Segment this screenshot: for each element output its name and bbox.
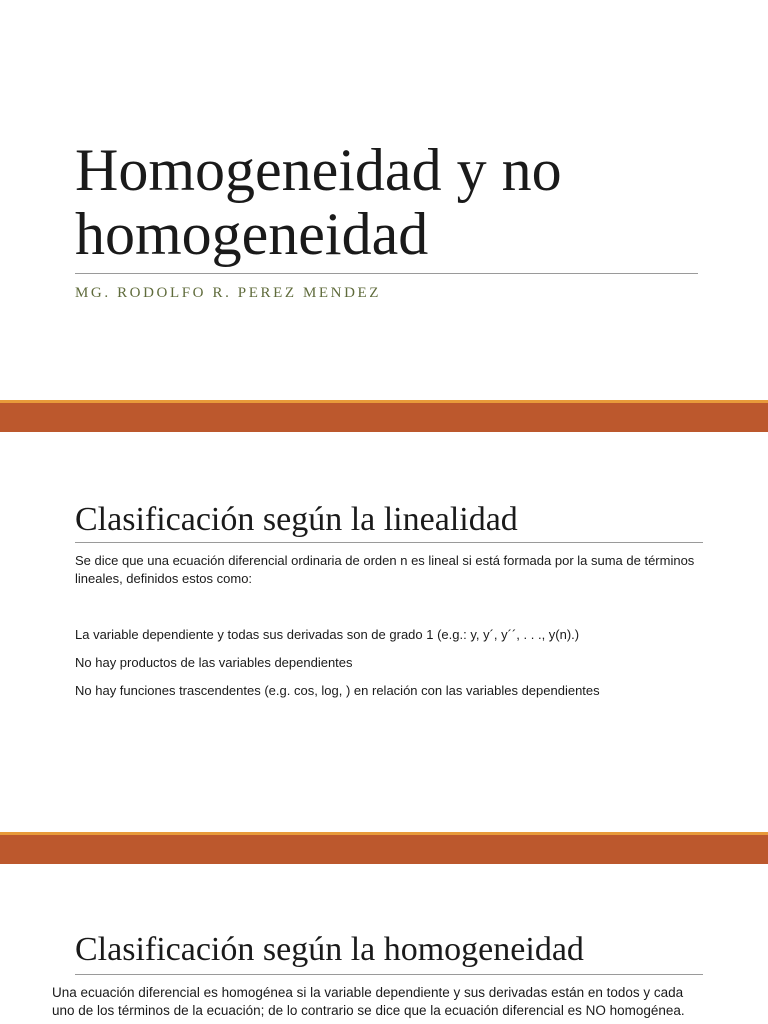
linearity-slide-title: Clasificación según la linealidad bbox=[75, 501, 518, 538]
homogeneity-body-text: Una ecuación diferencial es homogénea si la variable dependiente y sus derivadas están en todos y cada uno de los términos de la ecuación; de lo contrario se dice que la ecuación diferencial es NO homogénea. bbox=[52, 985, 685, 1018]
homogeneity-title-divider-line bbox=[75, 974, 703, 975]
linearity-slide bbox=[0, 432, 768, 832]
list-item: No hay funciones trascendentes (e.g. cos, log, ) en relación con las variables dependientes bbox=[75, 683, 600, 698]
title-divider-line bbox=[75, 273, 698, 274]
linearity-conditions-list bbox=[75, 626, 715, 710]
homogeneity-slide bbox=[0, 864, 768, 1024]
list-item: La variable dependiente y todas sus derivadas son de grado 1 (e.g.: y, y´, y´´, . . ., y(n).) bbox=[75, 627, 580, 642]
list-item: No hay productos de las variables dependientes bbox=[75, 655, 353, 670]
linearity-title-divider-line bbox=[75, 542, 703, 543]
homogeneity-slide-title: Clasificación según la homogeneidad bbox=[75, 931, 584, 968]
presentation-title: Homogeneidad y no homogeneidad bbox=[75, 137, 562, 267]
slide-separator-band bbox=[0, 400, 768, 432]
linearity-intro-text: Se dice que una ecuación diferencial ordinaria de orden n es lineal si está formada por la suma de términos lineales, definidos estos como: bbox=[75, 553, 695, 586]
slide-separator-band bbox=[0, 832, 768, 864]
title-slide bbox=[0, 0, 768, 400]
author-subtitle: MG. RODOLFO R. PEREZ MENDEZ bbox=[75, 285, 382, 301]
